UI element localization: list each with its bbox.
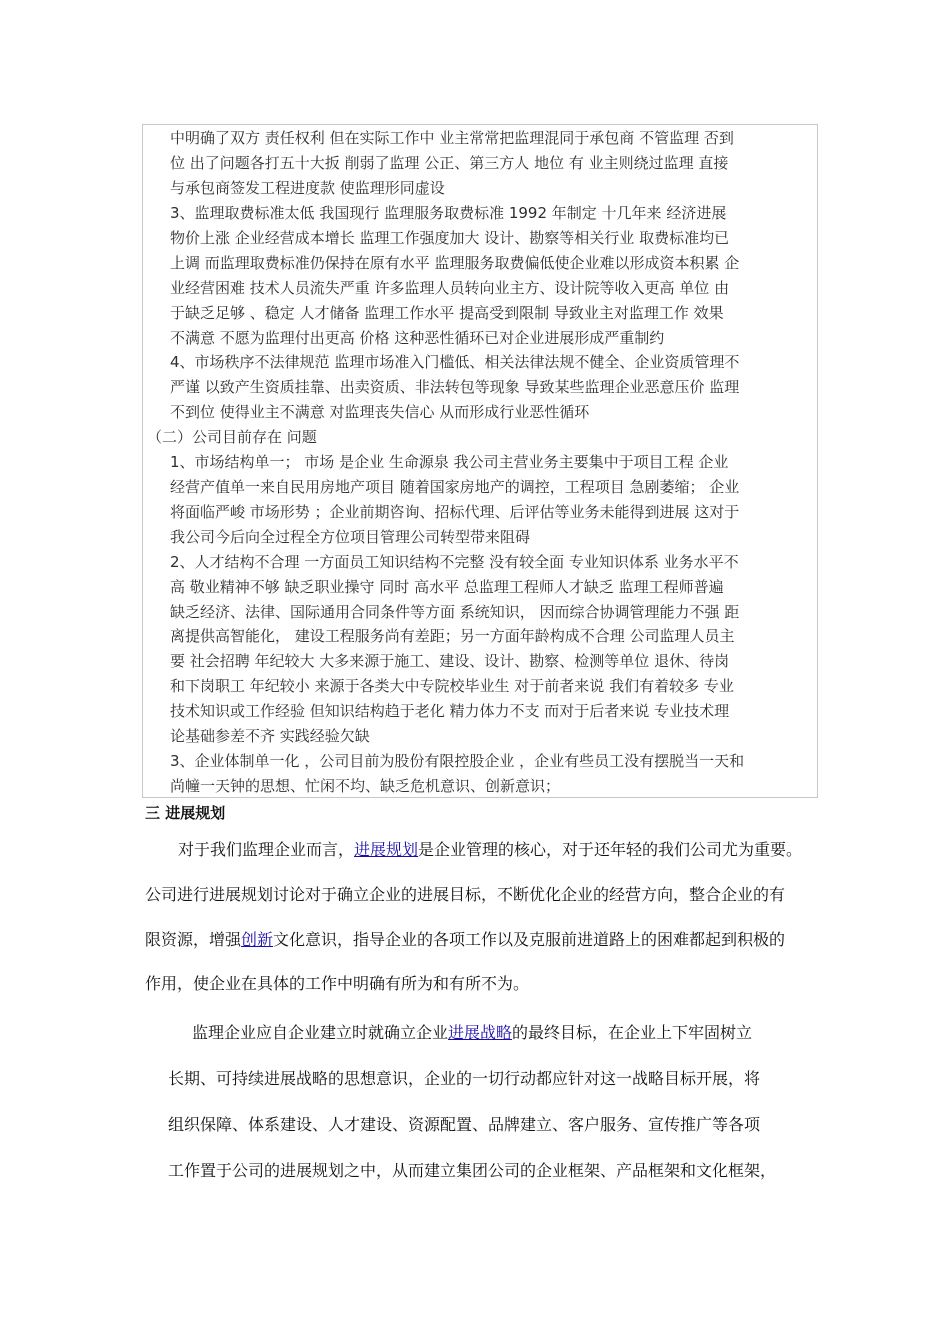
box-line: 不满意 不愿为监理付出更高 价格 这种恶性循环已对企业进展形成严重制约	[170, 329, 665, 347]
box-line: 经营产值单一来自民用房地产项目 随着国家房地产的调控，工程项目 急剧萎缩； 企业	[170, 478, 740, 496]
paragraph-line: 作用，使企业在具体的工作中明确有所为和有所不为。	[145, 974, 530, 993]
box-line: 技术知识或工作经验 但知识结构趋于老化 精力体力不支 而对于后者来说 专业技术理	[170, 702, 730, 720]
box-line: 物价上涨 企业经营成本增长 监理工作强度加大 设计、勘察等相关行业 取费标准均已	[170, 229, 730, 247]
box-line: 不到位 使得业主不满意 对监理丧失信心 从而形成行业恶性循环	[170, 403, 590, 421]
paragraph-line: 公司进行进展规划讨论对于确立企业的进展目标，不断优化企业的经营方向，整合企业的有	[145, 885, 786, 904]
paragraph-line: 工作置于公司的进展规划之中，从而建立集团公司的企业框架、产品框架和文化框架，	[168, 1161, 777, 1180]
box-line: 我公司今后向全过程全方位项目管理公司转型带来阻碍	[170, 528, 531, 546]
box-line: 要 社会招聘 年纪较大 大多来源于施工、建设、设计、勘察、检测等单位 退休、待岗	[170, 652, 730, 670]
box-line: 严谨 以致产生资质挂靠、出卖资质、非法转包等现象 导致某些监理企业恶意压价 监理	[170, 378, 740, 396]
box-line: 于缺乏足够 、稳定 人才储备 监理工作水平 提高受到限制 导致业主对监理工作 效果	[170, 304, 724, 322]
development-strategy-link[interactable]: 进展战略	[448, 1023, 513, 1042]
innovation-link[interactable]: 创新	[241, 930, 274, 949]
box-line: 缺乏经济、法律、国际通用合同条件等方面 系统知识， 因而综合协调管理能力不强 距	[170, 603, 740, 621]
development-plan-link[interactable]: 进展规划	[354, 840, 419, 859]
box-line: 3、监理取费标准太低 我国现行 监理服务取费标准 1992 年制定 十几年来 经济进展	[170, 204, 727, 222]
box-line: 与承包商签发工程进度款 使监理形同虚设	[170, 179, 445, 197]
subsection-heading: （二）公司目前存在 问题	[147, 428, 317, 446]
box-line: 1、市场结构单一； 市场 是企业 生命源泉 我公司主营业务主要集中于项目工程 企业	[170, 453, 729, 471]
box-line: 位 出了问题各打五十大扳 削弱了监理 公正、第三方人 地位 有 业主则绕过监理 直接	[170, 154, 729, 172]
paragraph-line: 监理企业应自企业建立时就确立企业进展战略的最终目标，在企业上下牢固树立	[192, 1023, 753, 1042]
box-line: 上调 而监理取费标准仍保持在原有水平 监理服务取费偏低使企业难以形成资本积累 企	[170, 254, 740, 272]
paragraph-line: 对于我们监理企业而言，进展规划是企业管理的核心，对于还年轻的我们公司尤为重要。	[178, 840, 803, 859]
box-line: 离提供高智能化， 建设工程服务尚有差距；另一方面年龄构成不合理 公司监理人员主	[170, 627, 735, 645]
paragraph-line: 限资源，增强创新文化意识，指导企业的各项工作以及克服前进道路上的困难都起到积极的	[145, 930, 786, 949]
box-line: 中明确了双方 责任权利 但在实际工作中 业主常常把监理混同于承包商 不管监理 否到	[170, 129, 734, 147]
box-line: 3、企业体制单一化 ，公司目前为股份有限控股企业 ，企业有些员工没有摆脱当一天和	[170, 752, 745, 770]
box-line: 4、市场秩序不法律规范 监理市场准入门槛低、相关法律法规不健全、企业资质管理不	[170, 353, 740, 371]
box-line: 2、人才结构不合理 一方面员工知识结构不完整 没有较全面 专业知识体系 业务水平不	[170, 553, 739, 571]
box-line: 和下岗职工 年纪较小 来源于各类大中专院校毕业生 对于前者来说 我们有着较多 专业	[170, 677, 734, 695]
paragraph-line: 长期、可持续进展战略的思想意识，企业的一切行动都应针对这一战略目标开展，将	[168, 1069, 761, 1088]
box-line: 尚幢一天钟的思想、忙闲不均、缺乏危机意识、创新意识；	[170, 777, 561, 795]
section-heading: 三 进展规划	[145, 804, 226, 822]
box-line: 业经营困难 技术人员流失严重 许多监理人员转向业主方、设计院等收入更高 单位 由	[170, 279, 730, 297]
box-line: 论基础参差不齐 实践经验欠缺	[170, 727, 370, 745]
paragraph-line: 组织保障、体系建设、人才建设、资源配置、品牌建立、客户服务、宣传推广等各项	[168, 1115, 761, 1134]
box-line: 将面临严峻 市场形势 ；企业前期咨询、招标代理、后评估等业务未能得到进展 这对于	[170, 503, 740, 521]
box-line: 高 敬业精神不够 缺乏职业操守 同时 高水平 总监理工程师人才缺乏 监理工程师普遍	[170, 578, 724, 596]
